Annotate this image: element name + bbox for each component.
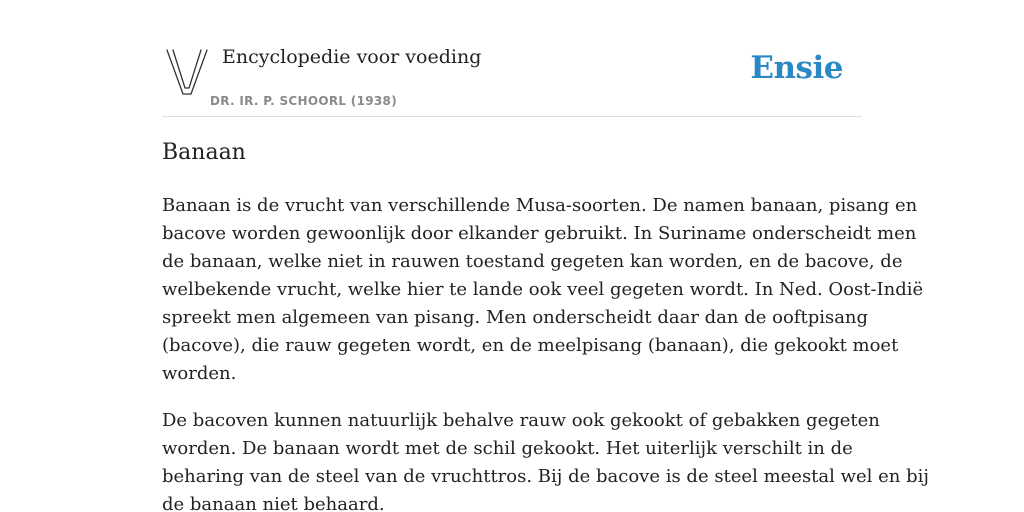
paragraph-line: (bacove), die rauw gegeten wordt, en de meelpisang (banaan), die gekookt moet xyxy=(162,335,899,356)
paragraph-line: worden. De banaan wordt met de schil gekookt. Het uiterlijk verschilt in de xyxy=(162,438,853,459)
article-paragraph xyxy=(162,192,924,388)
paragraph-line: de banaan niet behaard. xyxy=(162,494,385,512)
book-title[interactable]: Encyclopedie voor voeding xyxy=(222,46,482,68)
paragraph-line: spreekt men algemeen van pisang. Men onderscheidt daar dan de ooftpisang xyxy=(162,307,869,328)
article-title: Banaan xyxy=(162,140,246,165)
book-header xyxy=(162,40,862,117)
paragraph-line: de banaan, welke niet in rauwen toestand gegeten kan worden, en de bacove, de xyxy=(162,251,903,272)
paragraph-line: beharing van de steel van de vruchttros. Bij de bacove is de steel meestal wel en bij xyxy=(162,466,929,487)
paragraph-line: bacove worden gewoonlijk door elkander gebruikt. In Suriname onderscheidt men xyxy=(162,223,917,244)
article-paragraph xyxy=(162,407,929,512)
ensie-logo-link[interactable]: Ensie xyxy=(750,50,843,86)
book-author: DR. IR. P. SCHOORL (1938) xyxy=(210,94,397,108)
paragraph-line: De bacoven kunnen natuurlijk behalve rauw ook gekookt of gebakken gegeten xyxy=(162,410,880,431)
v-logo-icon[interactable] xyxy=(165,48,209,98)
article-body xyxy=(162,192,929,512)
paragraph-line: welbekende vrucht, welke hier te lande ook veel gegeten wordt. In Ned. Oost-Indië xyxy=(162,279,924,300)
paragraph-line: worden. xyxy=(162,363,237,384)
paragraph-line: Banaan is de vrucht van verschillende Musa-soorten. De namen banaan, pisang en xyxy=(162,195,918,216)
